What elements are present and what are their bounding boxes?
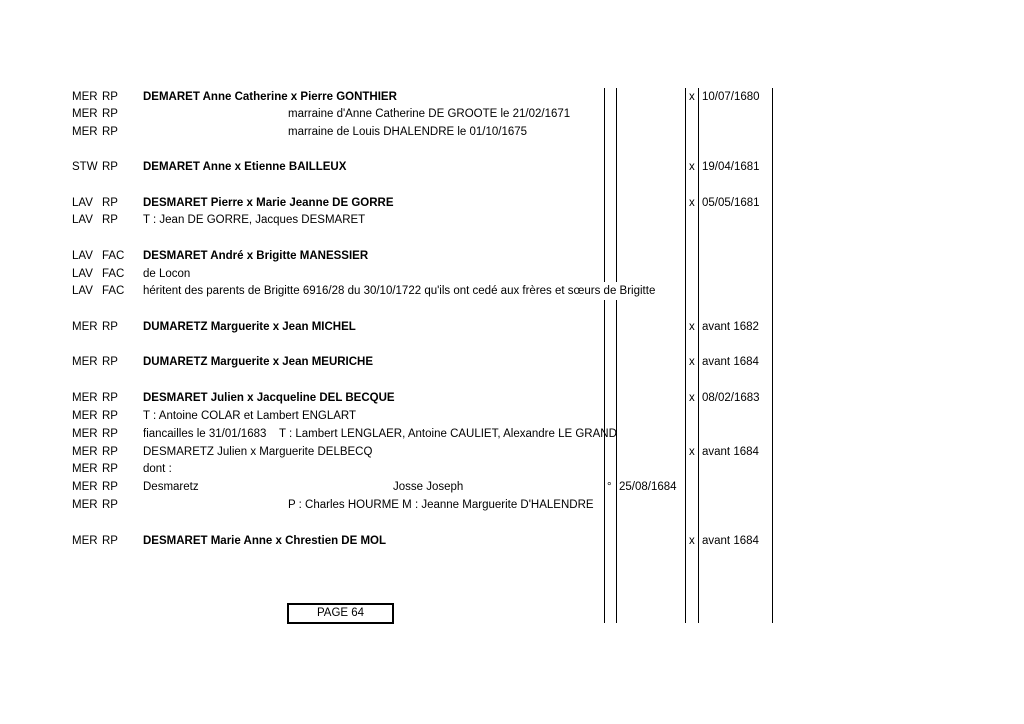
event-date: avant 1684 <box>702 356 759 368</box>
register-row <box>0 123 1024 141</box>
event-date: 19/04/1681 <box>702 161 760 173</box>
source-code: RP <box>102 161 118 173</box>
parish-code: MER <box>72 481 98 493</box>
source-code: RP <box>102 410 118 422</box>
event-date: 08/02/1683 <box>702 392 760 404</box>
source-code: FAC <box>102 285 125 297</box>
parish-code: MER <box>72 356 98 368</box>
source-code: RP <box>102 321 118 333</box>
birth-mark: ° <box>607 481 612 493</box>
entry-text: DESMARET Marie Anne x Chrestien DE MOL <box>143 535 387 547</box>
marriage-mark: x <box>689 392 695 404</box>
marriage-mark: x <box>689 535 695 547</box>
event-date: 10/07/1680 <box>702 91 760 103</box>
marriage-mark: x <box>689 356 695 368</box>
parish-code: MER <box>72 428 98 440</box>
source-code: RP <box>102 392 118 404</box>
register-row <box>0 460 1024 478</box>
source-code: RP <box>102 197 118 209</box>
entry-text: DUMARETZ Marguerite x Jean MICHEL <box>143 321 356 333</box>
entry-text: marraine de Louis DHALENDRE le 01/10/1675 <box>288 126 528 138</box>
register-row <box>0 158 1024 176</box>
source-code: FAC <box>102 268 125 280</box>
parish-code: MER <box>72 392 98 404</box>
page-number: PAGE 64 <box>287 603 394 624</box>
entry-text: DESMARET Pierre x Marie Jeanne DE GORRE <box>143 197 394 209</box>
parish-code: MER <box>72 446 98 458</box>
entry-text: DESMARET Julien x Jacqueline DEL BECQUE <box>143 392 395 404</box>
source-code: RP <box>102 108 118 120</box>
entry-text: P : Charles HOURME M : Jeanne Marguerite D'HALENDRE <box>288 499 594 511</box>
entry-text: T : Antoine COLAR et Lambert ENGLART <box>143 410 357 422</box>
marriage-mark: x <box>689 161 695 173</box>
parish-code: LAV <box>72 197 93 209</box>
register-row <box>0 211 1024 229</box>
parish-code: MER <box>72 126 98 138</box>
register-row <box>0 443 1024 461</box>
entry-text: DESMARETZ Julien x Marguerite DELBECQ <box>143 446 373 458</box>
source-code: RP <box>102 499 118 511</box>
entry-text: de Locon <box>143 268 191 280</box>
source-code: RP <box>102 91 118 103</box>
source-code: RP <box>102 481 118 493</box>
source-code: RP <box>102 428 118 440</box>
marriage-mark: x <box>689 321 695 333</box>
parish-code: MER <box>72 463 98 475</box>
register-row <box>0 265 1024 283</box>
entry-text: T : Jean DE GORRE, Jacques DESMARET <box>143 214 366 226</box>
register-row <box>0 532 1024 550</box>
entry-text: DEMARET Anne Catherine x Pierre GONTHIER <box>143 91 397 103</box>
marriage-mark: x <box>689 197 695 209</box>
parish-code: MER <box>72 108 98 120</box>
parish-code: LAV <box>72 250 93 262</box>
entry-text: fiancailles le 31/01/1683 T : Lambert LENGLAER, Antoine CAULIET, Alexandre LE GRAND <box>143 428 617 440</box>
source-code: RP <box>102 463 118 475</box>
register-row <box>0 389 1024 407</box>
parish-code: LAV <box>72 285 93 297</box>
child-name: Josse Joseph <box>393 481 464 493</box>
birth-date: 25/08/1684 <box>619 481 677 493</box>
parish-code: MER <box>72 321 98 333</box>
parish-code: LAV <box>72 214 93 226</box>
event-date: avant 1682 <box>702 321 759 333</box>
source-code: RP <box>102 214 118 226</box>
entry-text: dont : <box>143 463 172 475</box>
entry-text: DESMARET André x Brigitte MANESSIER <box>143 250 369 262</box>
register-row <box>0 247 1024 265</box>
entry-text: DEMARET Anne x Etienne BAILLEUX <box>143 161 347 173</box>
entry-text: marraine d'Anne Catherine DE GROOTE le 21/02/1671 <box>288 108 571 120</box>
entry-text: Desmaretz <box>143 481 199 493</box>
parish-code: LAV <box>72 268 93 280</box>
register-row <box>0 282 1024 300</box>
source-code: RP <box>102 356 118 368</box>
register-row <box>0 407 1024 425</box>
entry-text: héritent des parents de Brigitte 6916/28 du 30/10/1722 qu'ils ont cedé aux frères et sœurs de Brigitte <box>143 282 655 300</box>
register-row <box>0 105 1024 123</box>
register-row <box>0 425 1024 443</box>
parish-code: MER <box>72 91 98 103</box>
register-row <box>0 478 1024 496</box>
source-code: RP <box>102 535 118 547</box>
parish-code: MER <box>72 535 98 547</box>
marriage-mark: x <box>689 446 695 458</box>
parish-code: MER <box>72 410 98 422</box>
source-code: FAC <box>102 250 125 262</box>
register-row <box>0 194 1024 212</box>
event-date: avant 1684 <box>702 446 759 458</box>
register-row <box>0 496 1024 514</box>
register-row <box>0 318 1024 336</box>
event-date: avant 1684 <box>702 535 759 547</box>
register-row <box>0 88 1024 106</box>
event-date: 05/05/1681 <box>702 197 760 209</box>
parish-code: MER <box>72 499 98 511</box>
register-row <box>0 353 1024 371</box>
marriage-mark: x <box>689 91 695 103</box>
parish-code: STW <box>72 161 98 173</box>
source-code: RP <box>102 126 118 138</box>
source-code: RP <box>102 446 118 458</box>
entry-text: DUMARETZ Marguerite x Jean MEURICHE <box>143 356 374 368</box>
